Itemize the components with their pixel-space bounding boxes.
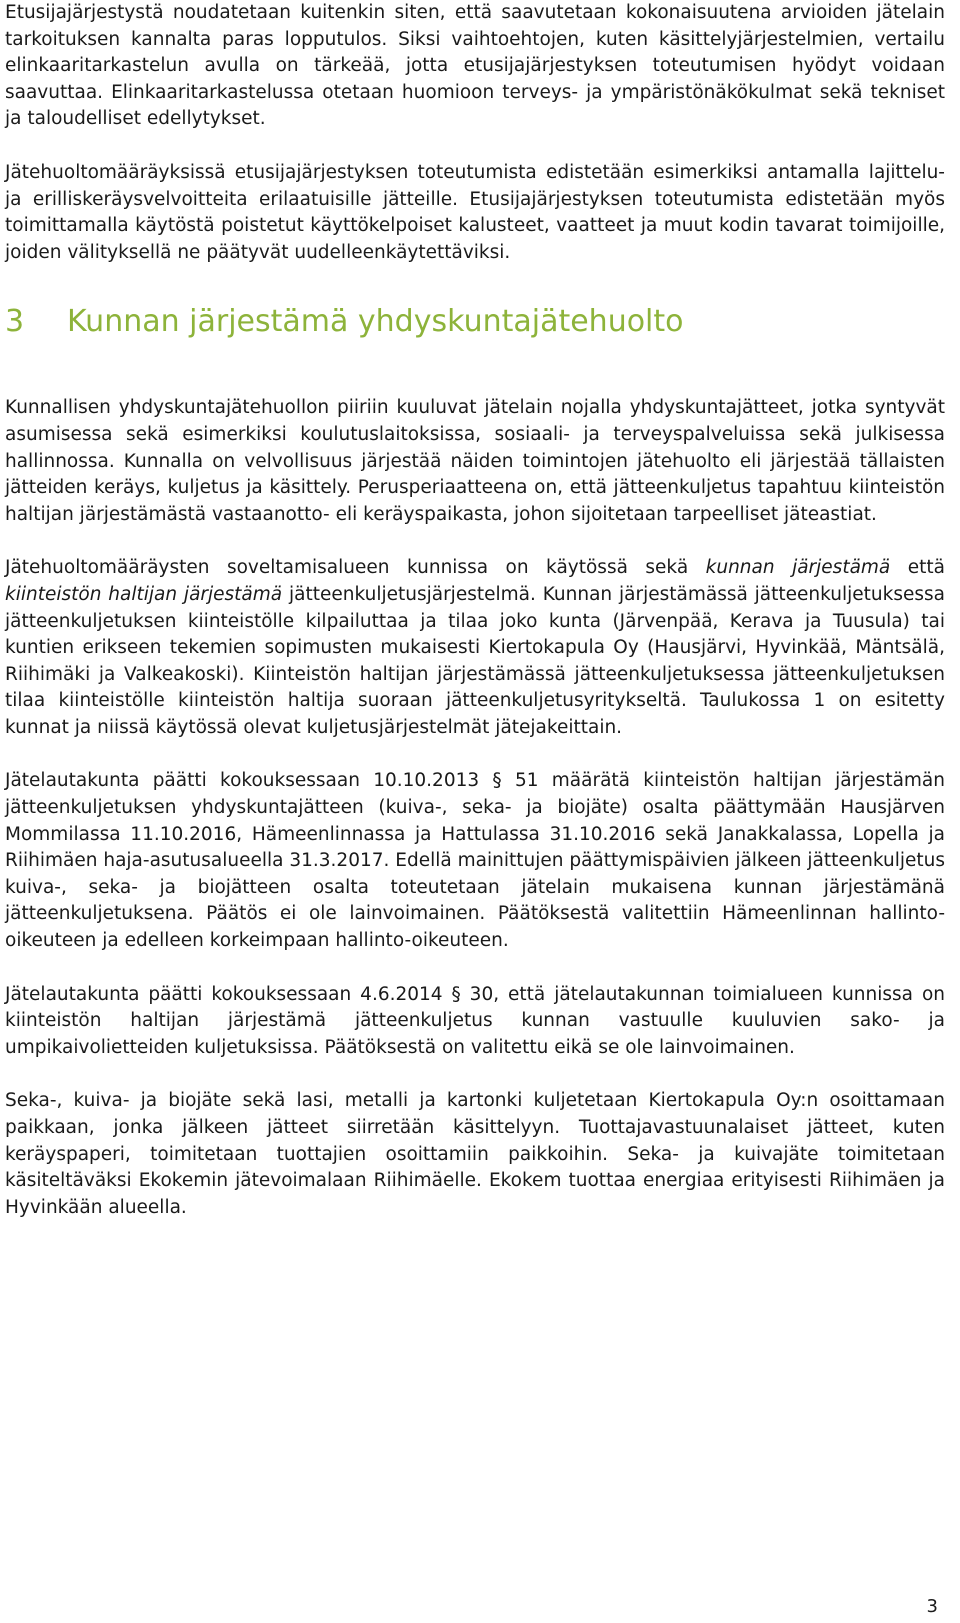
section-number: 3 [5,304,25,340]
paragraph-jatelautakunta-2014: Jätelautakunta päätti kokouksessaan 4.6.2014 § 30, että jätelautakunnan toimialueen kunnissa on kiinteistön haltijan järjestämä jätteenkuljetus kunnan vastuulle kuuluvien sako- ja umpikaivolietteiden kuljetuksissa. Päätöksestä on valitettu eikä se ole lainvoimainen. [5,983,945,1058]
emphasis-kunnan-jarjestama: kunnan järjestämä [705,557,891,579]
paragraph-jatehuoltomaaraykset: Jätehuoltomääräyksissä etusijajärjestyksen toteutumista edistetään esimerkiksi antamalla lajittelu- ja erilliskeräysvelvoitteita erilaatuisille jätteille. Etusijajärjestyksen toteutumista edistetään myös toimittamalla käytöstä poistetut käyttökelpoiset kalusteet, vaatteet ja muut kodin tavarat toimijoille, joiden välityksellä ne päätyvät uudelleenkäytettäviksi. [5,161,945,263]
paragraph-kuljetusjarjestelmat [5,555,945,741]
paragraph-text: Jätehuoltomääräysten soveltamisalueen kunnissa on käytössä sekä [5,557,706,579]
section-heading [5,304,945,340]
section-title: Kunnan järjestämä yhdyskuntajätehuolto [67,304,684,340]
paragraph-jatteiden-kasittely: Seka-, kuiva- ja biojäte sekä lasi, metalli ja kartonki kuljetetaan Kiertokapula Oy:n osoittamaan paikkaan, jonka jälkeen jätteet siirretään käsittelyyn. Tuottajavastuunalaiset jätteet, kuten keräyspaperi, toimitetaan tuottajien osoittamiin paikkoihin. Seka- ja kuivajäte toimitetaan käsiteltäväksi Ekokemin jätevoimalaan Riihimäelle. Ekokem tuottaa energiaa erityisesti Riihimäen ja Hyvinkään alueella. [5,1090,945,1218]
paragraph-text: että [890,557,945,579]
emphasis-kiinteiston-haltijan-jarjestama: kiinteistön haltijan järjestämä [5,583,283,605]
paragraph-kunnallinen-jatehuolto: Kunnallisen yhdyskuntajätehuollon piiriin kuuluvat jätelain nojalla yhdyskuntajätteet, jotka syntyvät asumisessa sekä esimerkiksi koulutuslaitoksissa, sosiaali- ja terveyspalveluissa sekä julkisessa hallinnossa. Kunnalla on velvollisuus järjestää näiden toimintojen jätehuolto eli järjestää tällaisten jätteiden keräys, kuljetus ja käsittely. Perusperiaatteena on, että jätteenkuljetus tapahtuu kiinteistön haltijan järjestämästä vastaanotto- eli keräyspaikasta, johon sijoitetaan tarpeelliset jäteastiat. [5,397,945,525]
paragraph-text: jätteenkuljetusjärjestelmä. Kunnan järjestämässä jätteenkuljetuksessa jätteenkuljetuksen kiinteistölle kilpailuttaa ja tilaa joko kunta (Järvenpää, Kerava ja Tuusula) tai kuntien erikseen tekemien sopimusten mukaisesti Kiertokapula Oy (Hausjärvi, Hyvinkää, Mäntsälä, Riihimäki ja Valkeakoski). Kiinteistön haltijan järjestämässä jätteenkuljetuksessa jätteenkuljetuksen tilaa kiinteistölle kiinteistön haltija suoraan jätteenkuljetusyritykseltä. Taulukossa 1 on esitetty kunnat ja niissä käytössä olevat kuljetusjärjestelmät jätejakeittain. [5,583,945,738]
paragraph-jatelautakunta-2013: Jätelautakunta päätti kokouksessaan 10.10.2013 § 51 määrätä kiinteistön haltijan järjestämän jätteenkuljetuksen yhdyskuntajätteen (kuiva-, seka- ja biojäte) osalta päättymään Hausjärven Mommilassa 11.10.2016, Hämeenlinnassa ja Hattulassa 31.10.2016 sekä Janakkalassa, Lopella ja Riihimäen haja-asutusalueella 31.3.2017. Edellä mainittujen päättymispäivien jälkeen jätteenkuljetus kuiva-, seka- ja biojätteen osalta toteutetaan jätelain mukaisena kunnan järjestämänä jätteenkuljetuksena. Päätös ei ole lainvoimainen. Päätöksestä valitettiin Hämeenlinnan hallinto-oikeuteen ja edelleen korkeimpaan hallinto-oikeuteen. [5,770,945,952]
document-page [5,0,945,1221]
paragraph-etusijajarjestys-intro: Etusijajärjestystä noudatetaan kuitenkin siten, että saavutetaan kokonaisuutena arvioiden jätelain tarkoituksen kannalta paras lopputulos. Siksi vaihtoehtojen, kuten käsittelyjärjestelmien, vertailu elinkaaritarkastelun avulla on tärkeää, jotta etusijajärjestyksen toteutumisen hyödyt voidaan saavuttaa. Elinkaaritarkastelussa otetaan huomioon terveys- ja ympäristönäkökulmat sekä tekniset ja taloudelliset edellytykset. [5,2,945,130]
page-number: 3 [926,1596,938,1617]
